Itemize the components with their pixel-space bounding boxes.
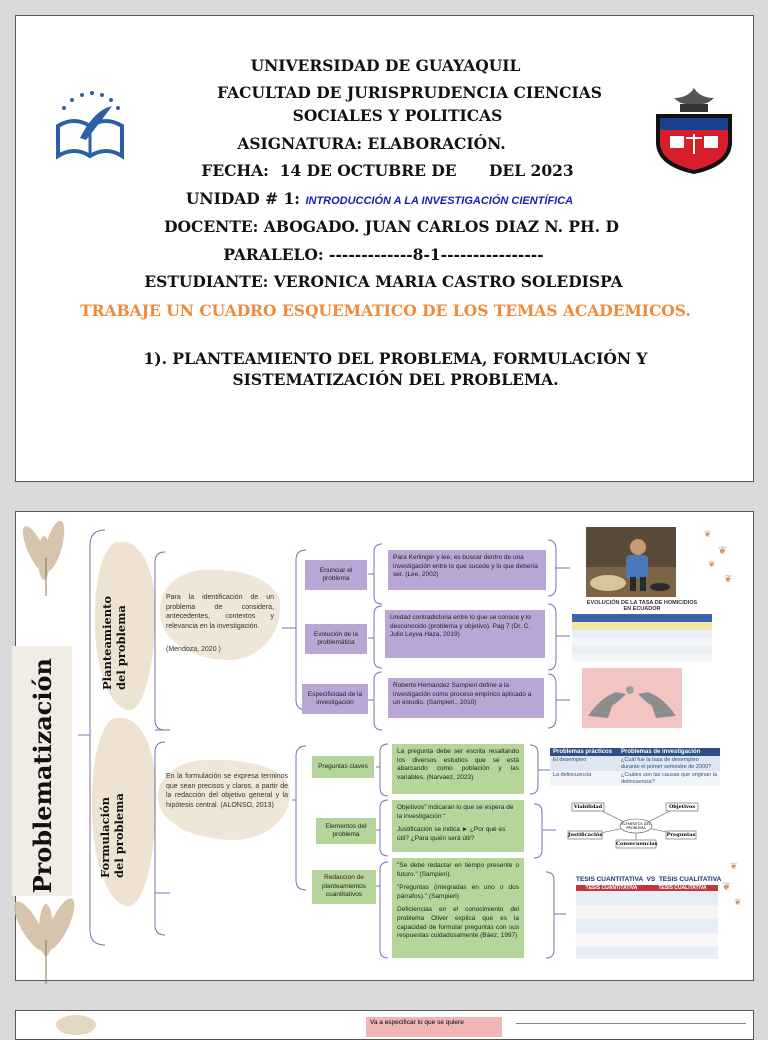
item-elementos: Elementos del problema [316, 818, 376, 844]
problems-table [550, 748, 720, 792]
item-redaccion: Redaccion de planteamientos cuantitativos [312, 870, 376, 904]
desc-preguntas: La pregunta debe ser escrita resaltando los diversos estudios que se está abarcando como población y las variables. (Narvaez, 2023) [392, 744, 524, 794]
elements-center: ELEMENTOS DEL PROBLEMA [621, 822, 651, 830]
pampas-grass-icon [56, 1015, 96, 1035]
desc-elementos: Objetivos" indicaran lo que se espera de la investigación " Justificación se indica ► ¿Por qué es útil? ¿Para quién será útil? [392, 800, 524, 852]
problems-row2-c2: ¿Cuáles son las causas que originan la delincuencia? [621, 772, 718, 785]
unit-title: INTRODUCCIÓN A LA INVESTIGACIÓN CIENTÍFICA [305, 195, 574, 207]
butterflies-decoration: ❦ ❦ ❦ ❦ [704, 530, 733, 585]
item-enunciar: Enunciar el problema [305, 560, 367, 590]
item-especificidad: Especificidad de la investigación [302, 684, 368, 714]
university-name: UNIVERSIDAD DE GUAYAQUIL [250, 56, 521, 75]
problems-col2: Problemas de investigación [621, 749, 701, 755]
date-line: FECHA: 14 DE OCTUBRE DE DEL 2023 [201, 161, 574, 180]
next-page-snippet: Va a especificar lo que se quiere [366, 1017, 502, 1037]
elements-diagram [566, 800, 706, 852]
elements-node-preguntas: Preguntas [666, 832, 696, 838]
branch-1-definition: Para la identificación de un problema de considera, antecedentes, contextos y relevancia en la investigación. [166, 594, 274, 630]
thesis-col2: TESIS CUALITATIVA [658, 885, 707, 891]
elements-node-consecuencias: Consecuencias [616, 841, 658, 847]
problems-row1-c2: ¿Cuál fue la tasa de desempleo durante el primer semestre de 2000? [621, 757, 712, 770]
item-preguntas: Preguntas claves [312, 756, 374, 778]
student-line: ESTUDIANTE: VERONICA MARIA CASTRO SOLEDISPA [144, 272, 623, 291]
topic-line-2: SISTEMATIZACIÓN DEL PROBLEMA. [232, 370, 559, 389]
subject-line: ASIGNATURA: ELABORACIÓN. [237, 134, 506, 153]
desc-redaccion: "Se debe redactar en tiempo presente o futuro." (Sampieri). "Preguntas (integradas en uno o dos párrafos)." (Sampieri) Deficiencias en el conocimiento del problema Oliver explica que es la capacidad de formular preguntas con sus respuestas cuidadosamente (Báez, 1997) [392, 858, 524, 958]
homicide-table-title: EVOLUCIÓN DE LA TASA DE HOMICIDIOS EN ECUADOR [586, 600, 698, 612]
problems-row2-c1: La delincuencia [553, 772, 592, 778]
thesis-comparison-table [576, 876, 722, 972]
teacher-line: DOCENTE: ABOGADO. JUAN CARLOS DIAZ N. PH. D [164, 217, 619, 236]
thesis-col1: TESIS CUANTITATIVA [585, 885, 638, 891]
desc-especificidad: Roberto Hernández Sampieri define a la investigación como proceso empírico aplicado a un estudio. (Sampieri., 2010) [388, 678, 544, 718]
topic-line-1: 1). PLANTEAMIENTO DEL PROBLEMA, FORMULACIÓN Y [143, 349, 648, 368]
main-title: Problematización [28, 658, 57, 894]
branch-1-citation: (Mendoza, 2020 ) [166, 646, 221, 653]
desc-enunciar: Para Kerlinger y lee, es buscar dentro de una investigación entre lo que sucede y lo que debería ser. (Lee, 2002) [388, 550, 546, 590]
elements-node-objetivos: Objetivos [668, 804, 696, 810]
elements-node-justificacion: Justificación [568, 832, 603, 838]
next-page [15, 1010, 754, 1040]
butterflies-decoration: ❦ ❦ ❦ [722, 862, 742, 908]
instruction-line: TRABAJE UN CUADRO ESQUEMATICO DE LOS TEMAS ACADEMICOS. [80, 301, 691, 320]
homicide-rate-table [572, 600, 712, 668]
parallel-line: PARALELO: -------------8-1---------------- [223, 245, 544, 264]
problems-col1: Problemas prácticos [553, 749, 613, 755]
faculty-line-2: SOCIALES Y POLITICAS [292, 106, 503, 125]
crime-illustration [586, 527, 676, 597]
branch-2-definition: En la formulación se expresa terminos que sean precisos y claros, a partir de la redacción del objetivo general y la hipótesis central. (ALONSO, 2013) [166, 773, 288, 809]
unit-label: UNIDAD # 1: [185, 189, 301, 208]
faculty-line-1: FACULTAD DE JURISPRUDENCIA CIENCIAS [217, 83, 602, 102]
desc-evolucion: Unidad contradictoria entre lo que se conoce y lo desconocido (problema y objetivo). Pag 7 (Dr. C. Julio Leyva Haza, 2019) [385, 610, 545, 658]
hands-illustration [582, 668, 682, 728]
problems-row1-c1: El desempleo [553, 757, 587, 763]
branch-2-title: Formulación del problema [98, 793, 126, 878]
thesis-table-title: TESIS CUANTITATIVA VS TESIS CUALITATIVA [576, 876, 722, 883]
branch-1-title: Planteamiento del problema [100, 595, 128, 690]
item-evolucion: Evolución de la problemática [305, 624, 367, 654]
elements-node-viabilidad: Viabilidad [573, 804, 603, 810]
